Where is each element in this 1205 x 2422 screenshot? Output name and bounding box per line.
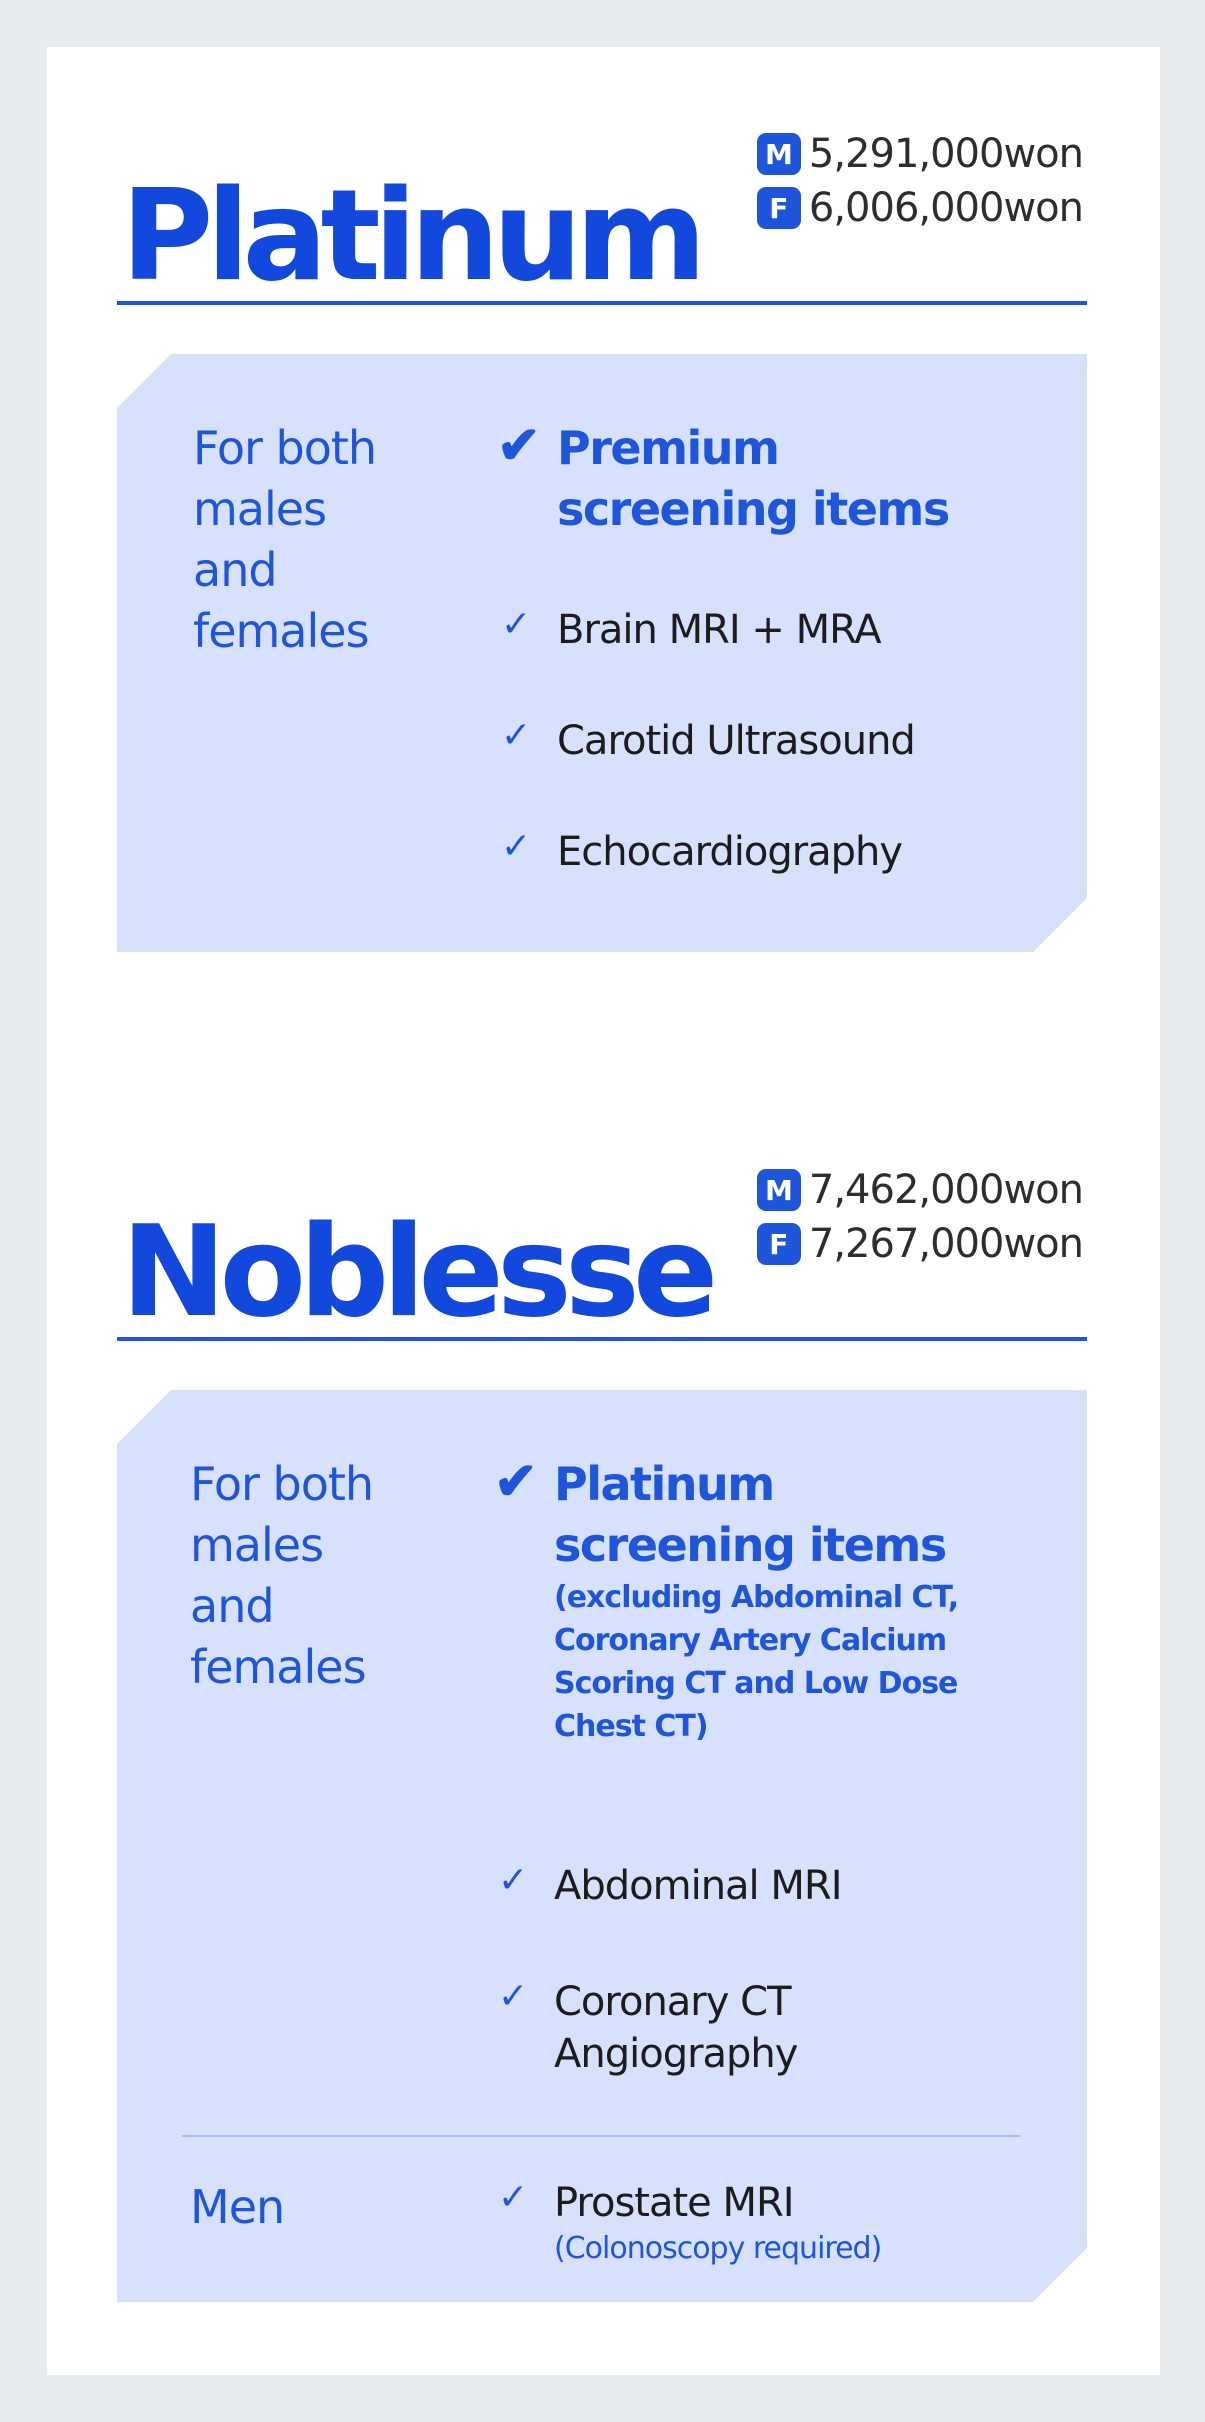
price-row-female xyxy=(757,181,1083,235)
plan-title-noblesse: Noblesse xyxy=(121,1198,712,1345)
male-badge: M xyxy=(757,133,801,175)
headline-item xyxy=(494,1453,1054,1748)
list-item xyxy=(501,714,1057,767)
check-icon: ✔ xyxy=(494,1453,538,1511)
corner-cut xyxy=(1033,898,1087,952)
platinum-header xyxy=(117,47,1087,309)
item-label: Brain MRI + MRA xyxy=(557,607,881,653)
price-row-male xyxy=(757,1163,1083,1217)
audience-label xyxy=(193,418,376,662)
item-label: Carotid Ultrasound xyxy=(557,718,915,764)
list-item xyxy=(501,603,1057,656)
corner-cut xyxy=(117,354,171,408)
men-label: Men xyxy=(190,2180,285,2234)
item-note: (Colonoscopy required) xyxy=(554,2231,882,2266)
price-female: 7,267,000won xyxy=(808,1221,1083,1267)
headline-line: Premium xyxy=(557,421,779,475)
headline-item xyxy=(497,417,1057,540)
platinum-prices xyxy=(757,127,1083,235)
audience-line: For both xyxy=(190,1457,374,1511)
headline-note: Scoring CT and Low Dose xyxy=(554,1666,958,1701)
audience-line: females xyxy=(190,1640,366,1694)
check-icon: ✓ xyxy=(501,825,532,866)
audience-label xyxy=(190,1454,373,1698)
check-icon: ✓ xyxy=(498,1859,529,1900)
noblesse-prices xyxy=(757,1163,1083,1271)
platinum-box xyxy=(117,354,1087,952)
divider xyxy=(182,2135,1020,2137)
list-item xyxy=(498,1975,1054,2080)
item-label: Coronary CT xyxy=(554,1979,791,2025)
price-female: 6,006,000won xyxy=(808,185,1083,231)
headline-note: Coronary Artery Calcium xyxy=(554,1623,947,1658)
item-label: Angiography xyxy=(554,2031,798,2077)
headline-line: Platinum xyxy=(554,1457,774,1511)
audience-line: and xyxy=(193,543,277,597)
price-male: 5,291,000won xyxy=(808,131,1083,177)
list-item xyxy=(498,2176,1054,2269)
item-label: Echocardiography xyxy=(557,829,903,875)
male-badge: M xyxy=(757,1169,801,1211)
noblesse-box xyxy=(117,1390,1087,2302)
audience-line: males xyxy=(190,1518,324,1572)
audience-line: and xyxy=(190,1579,274,1633)
plan-title-platinum: Platinum xyxy=(121,162,700,309)
check-icon: ✓ xyxy=(501,714,532,755)
audience-line: For both xyxy=(193,421,377,475)
check-icon: ✓ xyxy=(498,1975,529,2016)
female-badge: F xyxy=(757,1223,801,1265)
price-male: 7,462,000won xyxy=(808,1167,1083,1213)
card-notch xyxy=(1161,243,1205,303)
audience-line: males xyxy=(193,482,327,536)
price-row-female xyxy=(757,1217,1083,1271)
headline-line: screening items xyxy=(554,1518,946,1572)
check-icon: ✔ xyxy=(497,417,541,475)
corner-cut xyxy=(117,1390,171,1444)
item-label: Prostate MRI xyxy=(554,2180,794,2226)
check-icon: ✓ xyxy=(498,2176,529,2217)
price-card xyxy=(47,47,1160,2375)
list-item xyxy=(498,1859,1054,1912)
headline-note: (excluding Abdominal CT, xyxy=(554,1580,959,1615)
list-item xyxy=(501,825,1057,878)
female-badge: F xyxy=(757,187,801,229)
item-label: Abdominal MRI xyxy=(554,1863,842,1909)
check-icon: ✓ xyxy=(501,603,532,644)
headline-line: screening items xyxy=(557,482,949,536)
headline-note: Chest CT) xyxy=(554,1709,708,1744)
audience-line: females xyxy=(193,604,369,658)
noblesse-header xyxy=(117,1047,1087,1345)
price-row-male xyxy=(757,127,1083,181)
